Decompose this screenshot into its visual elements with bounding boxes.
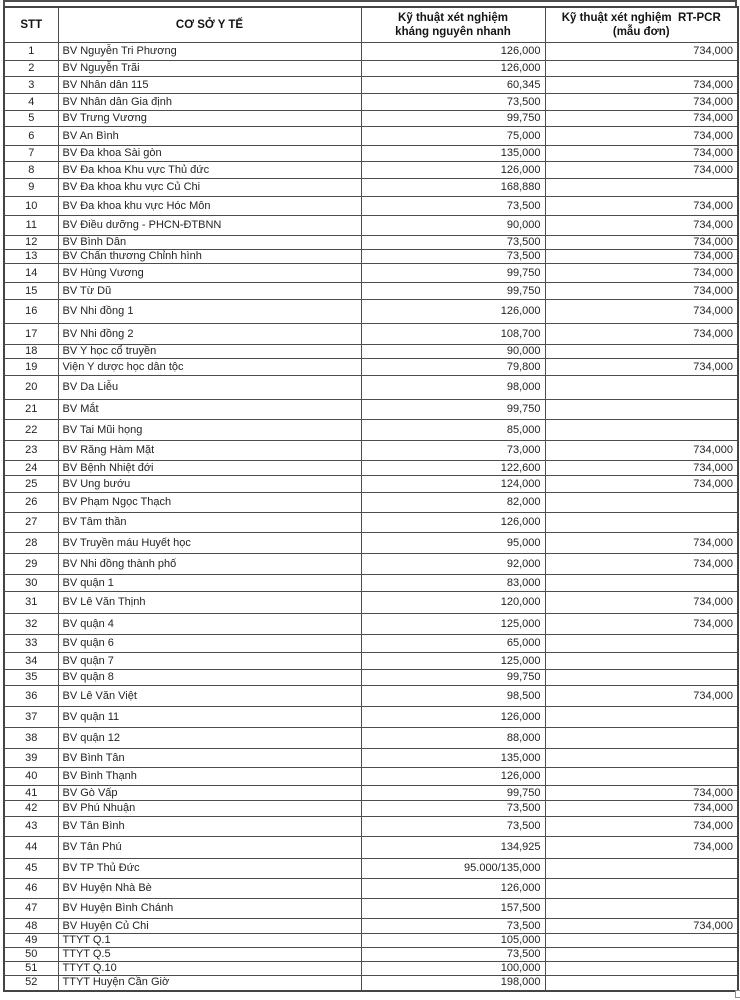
table-row [4, 919, 738, 934]
cell-antigen-price: 99,750 [361, 400, 545, 420]
cell-stt: 52 [4, 976, 58, 991]
cell-stt: 15 [4, 283, 58, 300]
cell-antigen-price: 92,000 [361, 554, 545, 575]
cell-stt: 5 [4, 111, 58, 127]
cell-antigen-price: 135,000 [361, 146, 545, 162]
cell-antigen-price: 65,000 [361, 635, 545, 653]
cell-antigen-price: 126,000 [361, 879, 545, 899]
cell-stt: 16 [4, 300, 58, 324]
cell-rtpcr-price [545, 400, 738, 420]
cell-rtpcr-price: 734,000 [545, 264, 738, 283]
table-row [4, 461, 738, 476]
cell-antigen-price: 198,000 [361, 976, 545, 991]
cell-facility-name: BV Gò Vấp [58, 786, 361, 801]
table-row [4, 127, 738, 146]
cell-rtpcr-price: 734,000 [545, 250, 738, 264]
cell-facility-name: BV Mắt [58, 400, 361, 420]
cell-facility-name: BV Hùng Vương [58, 264, 361, 283]
cell-antigen-price: 73,500 [361, 801, 545, 817]
cell-antigen-price: 90,000 [361, 345, 545, 359]
cell-antigen-price: 95.000/135,000 [361, 859, 545, 879]
cell-antigen-price: 126,000 [361, 707, 545, 728]
cell-facility-name: BV Nhi đồng thành phố [58, 554, 361, 575]
cell-stt: 7 [4, 146, 58, 162]
table-row [4, 146, 738, 162]
cell-rtpcr-price [545, 513, 738, 533]
cell-rtpcr-price: 734,000 [545, 441, 738, 461]
cell-antigen-price: 100,000 [361, 962, 545, 976]
table-row [4, 728, 738, 749]
cell-facility-name: BV Phú Nhuận [58, 801, 361, 817]
medical-test-price-table [3, 0, 739, 992]
cell-facility-name: BV Đa khoa Sài gòn [58, 146, 361, 162]
table-row [4, 441, 738, 461]
table-row [4, 976, 738, 991]
cell-facility-name: TTYT Q.5 [58, 948, 361, 962]
cell-rtpcr-price: 734,000 [545, 300, 738, 324]
table-row [4, 236, 738, 250]
cell-rtpcr-price [545, 493, 738, 513]
cell-antigen-price: 124,000 [361, 476, 545, 493]
cell-rtpcr-price [545, 670, 738, 686]
cell-facility-name: BV quận 8 [58, 670, 361, 686]
cell-rtpcr-price [545, 934, 738, 948]
cell-antigen-price: 73,500 [361, 236, 545, 250]
cell-stt: 18 [4, 345, 58, 359]
table-row [4, 77, 738, 94]
cell-antigen-price: 95,000 [361, 533, 545, 554]
cell-stt: 47 [4, 899, 58, 919]
cell-stt: 2 [4, 61, 58, 77]
cell-antigen-price: 126,000 [361, 300, 545, 324]
cell-stt: 37 [4, 707, 58, 728]
cell-rtpcr-price: 734,000 [545, 592, 738, 614]
cell-rtpcr-price [545, 749, 738, 768]
cell-rtpcr-price [545, 948, 738, 962]
table-row [4, 575, 738, 592]
table-row [4, 376, 738, 400]
table-row [4, 859, 738, 879]
cell-stt: 44 [4, 837, 58, 859]
cell-rtpcr-price [545, 976, 738, 991]
price-table [3, 6, 739, 992]
cell-stt: 51 [4, 962, 58, 976]
table-row [4, 111, 738, 127]
cell-rtpcr-price [545, 653, 738, 670]
cell-facility-name: BV Nhân dân Gia định [58, 94, 361, 111]
cell-stt: 49 [4, 934, 58, 948]
col-header-rtpcr-line1: Kỹ thuật xét nghiệm RT-PCR [561, 12, 721, 24]
cell-facility-name: BV Nhân dân 115 [58, 77, 361, 94]
cell-rtpcr-price [545, 420, 738, 441]
cell-facility-name: BV Bình Tân [58, 749, 361, 768]
cell-stt: 33 [4, 635, 58, 653]
cell-antigen-price: 79,800 [361, 359, 545, 376]
cell-stt: 3 [4, 77, 58, 94]
cell-facility-name: BV Phạm Ngọc Thạch [58, 493, 361, 513]
table-row [4, 686, 738, 707]
col-header-stt [4, 7, 58, 43]
cell-facility-name: TTYT Q.10 [58, 962, 361, 976]
col-header-antigen-test [361, 7, 545, 43]
cell-antigen-price: 126,000 [361, 162, 545, 179]
cell-facility-name: BV Đa khoa khu vực Củ Chi [58, 179, 361, 197]
cell-stt: 28 [4, 533, 58, 554]
cell-stt: 43 [4, 817, 58, 837]
cell-stt: 41 [4, 786, 58, 801]
table-row [4, 493, 738, 513]
table-row [4, 197, 738, 216]
cell-facility-name: BV Điều dưỡng - PHCN-ĐTBNN [58, 216, 361, 236]
cell-antigen-price: 88,000 [361, 728, 545, 749]
cell-facility-name: BV Da Liễu [58, 376, 361, 400]
cell-stt: 48 [4, 919, 58, 934]
cell-facility-name: BV Chấn thương Chỉnh hình [58, 250, 361, 264]
col-header-facility [58, 7, 361, 43]
cell-stt: 9 [4, 179, 58, 197]
cell-antigen-price: 75,000 [361, 127, 545, 146]
cell-stt: 34 [4, 653, 58, 670]
table-row [4, 94, 738, 111]
cell-stt: 14 [4, 264, 58, 283]
table-row [4, 670, 738, 686]
cell-facility-name: BV Huyện Củ Chi [58, 919, 361, 934]
cell-antigen-price: 73,500 [361, 948, 545, 962]
cell-rtpcr-price: 734,000 [545, 197, 738, 216]
cell-facility-name: BV Bình Thạnh [58, 768, 361, 786]
cell-facility-name: BV Tâm thần [58, 513, 361, 533]
cell-antigen-price: 120,000 [361, 592, 545, 614]
cell-antigen-price: 126,000 [361, 61, 545, 77]
cell-rtpcr-price: 734,000 [545, 919, 738, 934]
cell-facility-name: BV Tân Bình [58, 817, 361, 837]
cell-stt: 38 [4, 728, 58, 749]
cell-antigen-price: 60,345 [361, 77, 545, 94]
table-row [4, 749, 738, 768]
table-row [4, 592, 738, 614]
cell-antigen-price: 85,000 [361, 420, 545, 441]
cell-stt: 31 [4, 592, 58, 614]
cell-stt: 20 [4, 376, 58, 400]
cell-facility-name: BV Nguyễn Trãi [58, 61, 361, 77]
cell-stt: 6 [4, 127, 58, 146]
cell-facility-name: BV Nhi đồng 2 [58, 324, 361, 345]
cell-rtpcr-price [545, 179, 738, 197]
cell-rtpcr-price: 734,000 [545, 686, 738, 707]
cell-facility-name: BV Y học cổ truyền [58, 345, 361, 359]
cell-facility-name: BV Lê Văn Thịnh [58, 592, 361, 614]
table-row [4, 837, 738, 859]
table-row [4, 300, 738, 324]
table-row [4, 283, 738, 300]
cell-facility-name: Viện Y dược học dân tộc [58, 359, 361, 376]
cell-antigen-price: 73,500 [361, 94, 545, 111]
table-row [4, 513, 738, 533]
cell-rtpcr-price [545, 859, 738, 879]
table-row [4, 879, 738, 899]
cell-antigen-price: 99,750 [361, 670, 545, 686]
cell-facility-name: BV Huyện Nhà Bè [58, 879, 361, 899]
cell-rtpcr-price: 734,000 [545, 111, 738, 127]
cell-rtpcr-price: 734,000 [545, 162, 738, 179]
cell-antigen-price: 99,750 [361, 264, 545, 283]
cell-facility-name: BV Bệnh Nhiệt đới [58, 461, 361, 476]
cell-stt: 46 [4, 879, 58, 899]
cell-rtpcr-price: 734,000 [545, 146, 738, 162]
cell-facility-name: BV Huyện Bình Chánh [58, 899, 361, 919]
cell-stt: 26 [4, 493, 58, 513]
cell-antigen-price: 126,000 [361, 513, 545, 533]
cell-rtpcr-price: 734,000 [545, 461, 738, 476]
cell-antigen-price: 82,000 [361, 493, 545, 513]
table-row [4, 324, 738, 345]
cell-antigen-price: 99,750 [361, 111, 545, 127]
cell-stt: 23 [4, 441, 58, 461]
table-row [4, 635, 738, 653]
cell-facility-name: BV Răng Hàm Mặt [58, 441, 361, 461]
cell-rtpcr-price: 734,000 [545, 817, 738, 837]
cell-antigen-price: 125,000 [361, 614, 545, 635]
cell-stt: 50 [4, 948, 58, 962]
header-row [4, 7, 738, 43]
col-header-rtpcr-line2: (mẫu đơn) [612, 26, 670, 38]
cell-rtpcr-price: 734,000 [545, 476, 738, 493]
cell-antigen-price: 90,000 [361, 216, 545, 236]
cell-facility-name: TTYT Huyện Cần Giờ [58, 976, 361, 991]
cell-facility-name: BV Lê Văn Việt [58, 686, 361, 707]
col-header-stt-label: STT [20, 19, 43, 31]
cell-rtpcr-price: 734,000 [545, 77, 738, 94]
table-row [4, 801, 738, 817]
cell-facility-name: BV quận 12 [58, 728, 361, 749]
cell-facility-name: BV Đa khoa Khu vực Thủ đức [58, 162, 361, 179]
cell-antigen-price: 73,500 [361, 919, 545, 934]
cell-rtpcr-price: 734,000 [545, 94, 738, 111]
cell-stt: 21 [4, 400, 58, 420]
col-header-rtpcr-test [545, 7, 738, 43]
cell-facility-name: BV An Bình [58, 127, 361, 146]
cell-stt: 10 [4, 197, 58, 216]
cell-stt: 45 [4, 859, 58, 879]
table-row [4, 400, 738, 420]
cell-rtpcr-price: 734,000 [545, 359, 738, 376]
cell-rtpcr-price: 734,000 [545, 614, 738, 635]
cell-rtpcr-price: 734,000 [545, 236, 738, 250]
cell-rtpcr-price: 734,000 [545, 554, 738, 575]
cell-rtpcr-price: 734,000 [545, 127, 738, 146]
table-row [4, 768, 738, 786]
table-row [4, 162, 738, 179]
table-row [4, 43, 738, 61]
cell-rtpcr-price: 734,000 [545, 837, 738, 859]
cell-facility-name: BV quận 7 [58, 653, 361, 670]
table-row [4, 179, 738, 197]
cell-facility-name: BV Trưng Vương [58, 111, 361, 127]
cell-facility-name: BV Đa khoa khu vực Hóc Môn [58, 197, 361, 216]
cell-antigen-price: 98,500 [361, 686, 545, 707]
cell-stt: 30 [4, 575, 58, 592]
cell-stt: 1 [4, 43, 58, 61]
cell-rtpcr-price: 734,000 [545, 216, 738, 236]
table-row [4, 420, 738, 441]
cell-rtpcr-price: 734,000 [545, 43, 738, 61]
cell-rtpcr-price: 734,000 [545, 283, 738, 300]
cell-rtpcr-price [545, 879, 738, 899]
cell-antigen-price: 99,750 [361, 283, 545, 300]
table-row [4, 653, 738, 670]
cell-facility-name: BV Từ Dũ [58, 283, 361, 300]
cell-antigen-price: 73,000 [361, 441, 545, 461]
cell-stt: 29 [4, 554, 58, 575]
cell-stt: 22 [4, 420, 58, 441]
cell-rtpcr-price [545, 376, 738, 400]
cell-facility-name: BV quận 1 [58, 575, 361, 592]
cell-facility-name: BV Tân Phú [58, 837, 361, 859]
table-row [4, 948, 738, 962]
cell-facility-name: BV TP Thủ Đức [58, 859, 361, 879]
cell-antigen-price: 125,000 [361, 653, 545, 670]
table-row [4, 264, 738, 283]
cell-rtpcr-price: 734,000 [545, 801, 738, 817]
cell-facility-name: BV Tai Mũi họng [58, 420, 361, 441]
table-row [4, 817, 738, 837]
cell-antigen-price: 83,000 [361, 575, 545, 592]
cell-antigen-price: 157,500 [361, 899, 545, 919]
cell-facility-name: BV quận 6 [58, 635, 361, 653]
table-row [4, 962, 738, 976]
cell-rtpcr-price [545, 707, 738, 728]
table-row [4, 614, 738, 635]
cell-stt: 27 [4, 513, 58, 533]
cell-stt: 17 [4, 324, 58, 345]
table-row [4, 934, 738, 948]
cell-facility-name: BV quận 11 [58, 707, 361, 728]
cell-rtpcr-price [545, 635, 738, 653]
cell-stt: 25 [4, 476, 58, 493]
cell-rtpcr-price [545, 962, 738, 976]
cell-antigen-price: 108,700 [361, 324, 545, 345]
cell-facility-name: BV Nguyễn Tri Phương [58, 43, 361, 61]
cell-rtpcr-price: 734,000 [545, 786, 738, 801]
cell-antigen-price: 135,000 [361, 749, 545, 768]
cell-antigen-price: 98,000 [361, 376, 545, 400]
cell-antigen-price: 126,000 [361, 43, 545, 61]
table-row [4, 899, 738, 919]
cell-stt: 19 [4, 359, 58, 376]
table-row [4, 707, 738, 728]
table-row [4, 359, 738, 376]
cell-antigen-price: 126,000 [361, 768, 545, 786]
cell-rtpcr-price [545, 768, 738, 786]
cell-facility-name: BV Nhi đồng 1 [58, 300, 361, 324]
cell-rtpcr-price: 734,000 [545, 533, 738, 554]
cell-antigen-price: 122,600 [361, 461, 545, 476]
cell-antigen-price: 99,750 [361, 786, 545, 801]
cell-rtpcr-price [545, 61, 738, 77]
cell-antigen-price: 134,925 [361, 837, 545, 859]
table-row [4, 533, 738, 554]
cell-stt: 24 [4, 461, 58, 476]
cell-rtpcr-price [545, 728, 738, 749]
cell-stt: 4 [4, 94, 58, 111]
table-row [4, 250, 738, 264]
cell-facility-name: BV Bình Dân [58, 236, 361, 250]
col-header-antigen-line1: Kỹ thuật xét nghiệm [398, 12, 508, 24]
table-resize-handle[interactable] [735, 990, 740, 998]
cell-stt: 39 [4, 749, 58, 768]
col-header-antigen-line2: kháng nguyên nhanh [395, 26, 511, 38]
table-row [4, 216, 738, 236]
table-row [4, 786, 738, 801]
cell-rtpcr-price [545, 899, 738, 919]
cell-stt: 35 [4, 670, 58, 686]
table-row [4, 345, 738, 359]
cell-antigen-price: 168,880 [361, 179, 545, 197]
cell-antigen-price: 73,500 [361, 197, 545, 216]
cell-stt: 12 [4, 236, 58, 250]
table-row [4, 554, 738, 575]
cell-stt: 36 [4, 686, 58, 707]
cell-facility-name: BV quận 4 [58, 614, 361, 635]
cell-facility-name: TTYT Q.1 [58, 934, 361, 948]
cell-rtpcr-price: 734,000 [545, 324, 738, 345]
cell-stt: 13 [4, 250, 58, 264]
cell-stt: 8 [4, 162, 58, 179]
cell-rtpcr-price [545, 345, 738, 359]
cell-rtpcr-price [545, 575, 738, 592]
cell-antigen-price: 73,500 [361, 250, 545, 264]
cell-facility-name: BV Truyền máu Huyết học [58, 533, 361, 554]
cell-facility-name: BV Ung bướu [58, 476, 361, 493]
table-body [4, 43, 738, 991]
cell-stt: 32 [4, 614, 58, 635]
cell-antigen-price: 73,500 [361, 817, 545, 837]
cell-stt: 11 [4, 216, 58, 236]
table-row [4, 61, 738, 77]
cell-stt: 40 [4, 768, 58, 786]
table-row [4, 476, 738, 493]
col-header-facility-label: CƠ SỞ Y TẾ [175, 19, 244, 31]
cell-antigen-price: 105,000 [361, 934, 545, 948]
cell-stt: 42 [4, 801, 58, 817]
